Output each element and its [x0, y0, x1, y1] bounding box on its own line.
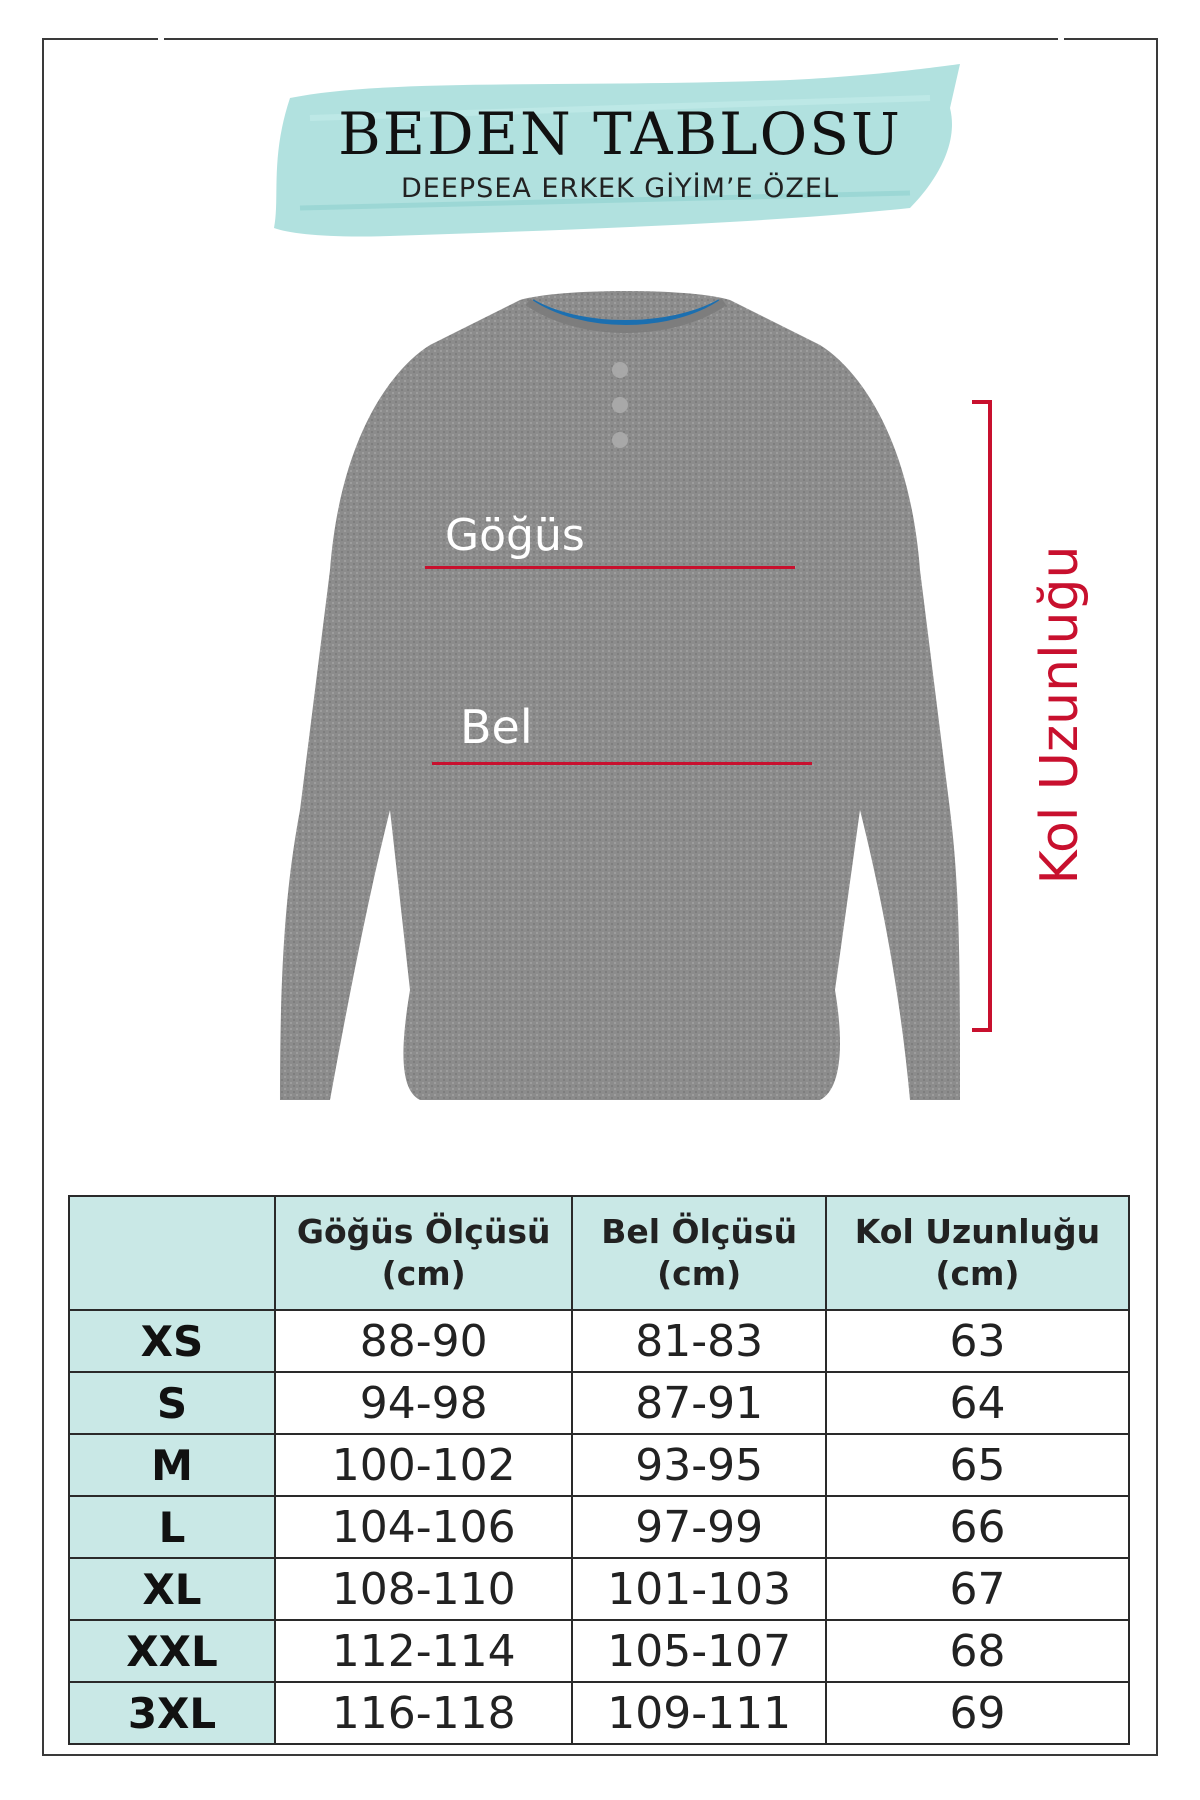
table-corner-cell	[69, 1196, 275, 1310]
sleeve-cell: 67	[826, 1558, 1129, 1620]
size-cell: XXL	[69, 1620, 275, 1682]
chest-cell: 108-110	[275, 1558, 572, 1620]
table-row	[69, 1620, 1129, 1682]
waist-cell: 101-103	[572, 1558, 826, 1620]
waist-measure-line	[432, 762, 812, 765]
waist-cell: 109-111	[572, 1682, 826, 1744]
shirt-illustration	[260, 290, 960, 1110]
chest-cell: 104-106	[275, 1496, 572, 1558]
sleeve-cell: 68	[826, 1620, 1129, 1682]
chest-cell: 112-114	[275, 1620, 572, 1682]
size-cell: 3XL	[69, 1682, 275, 1744]
table-row	[69, 1372, 1129, 1434]
sleeve-length-label: Kol Uzunluğu	[1030, 545, 1090, 885]
frame-gap	[1058, 36, 1064, 42]
size-cell: L	[69, 1496, 275, 1558]
chest-cell: 88-90	[275, 1310, 572, 1372]
chest-cell: 116-118	[275, 1682, 572, 1744]
table-row	[69, 1496, 1129, 1558]
size-cell: XS	[69, 1310, 275, 1372]
column-header-waist: Bel Ölçüsü (cm)	[572, 1196, 826, 1310]
chest-cell: 94-98	[275, 1372, 572, 1434]
size-cell: XL	[69, 1558, 275, 1620]
page-subtitle: DEEPSEA ERKEK GİYİM’E ÖZEL	[400, 173, 840, 204]
frame-gap	[158, 36, 164, 42]
size-cell: S	[69, 1372, 275, 1434]
sleeve-cell: 69	[826, 1682, 1129, 1744]
sleeve-cell: 64	[826, 1372, 1129, 1434]
column-header-sleeve: Kol Uzunluğu (cm)	[826, 1196, 1129, 1310]
page-title: BEDEN TABLOSU	[338, 100, 902, 168]
chest-measure-line	[425, 566, 795, 569]
waist-cell: 87-91	[572, 1372, 826, 1434]
chest-cell: 100-102	[275, 1434, 572, 1496]
waist-cell: 97-99	[572, 1496, 826, 1558]
sleeve-cell: 63	[826, 1310, 1129, 1372]
waist-cell: 105-107	[572, 1620, 826, 1682]
sleeve-cell: 66	[826, 1496, 1129, 1558]
table-row	[69, 1434, 1129, 1496]
table-row	[69, 1558, 1129, 1620]
size-table	[68, 1195, 1130, 1745]
size-cell: M	[69, 1434, 275, 1496]
chest-label: Göğüs	[445, 510, 585, 561]
waist-cell: 93-95	[572, 1434, 826, 1496]
header-banner	[270, 58, 970, 248]
sleeve-measure-bracket	[972, 400, 992, 1032]
waist-label: Bel	[460, 700, 533, 754]
table-header-row	[69, 1196, 1129, 1310]
waist-cell: 81-83	[572, 1310, 826, 1372]
column-header-chest: Göğüs Ölçüsü (cm)	[275, 1196, 572, 1310]
sleeve-cell: 65	[826, 1434, 1129, 1496]
table-row	[69, 1310, 1129, 1372]
table-row	[69, 1682, 1129, 1744]
shirt-image	[260, 290, 960, 1110]
